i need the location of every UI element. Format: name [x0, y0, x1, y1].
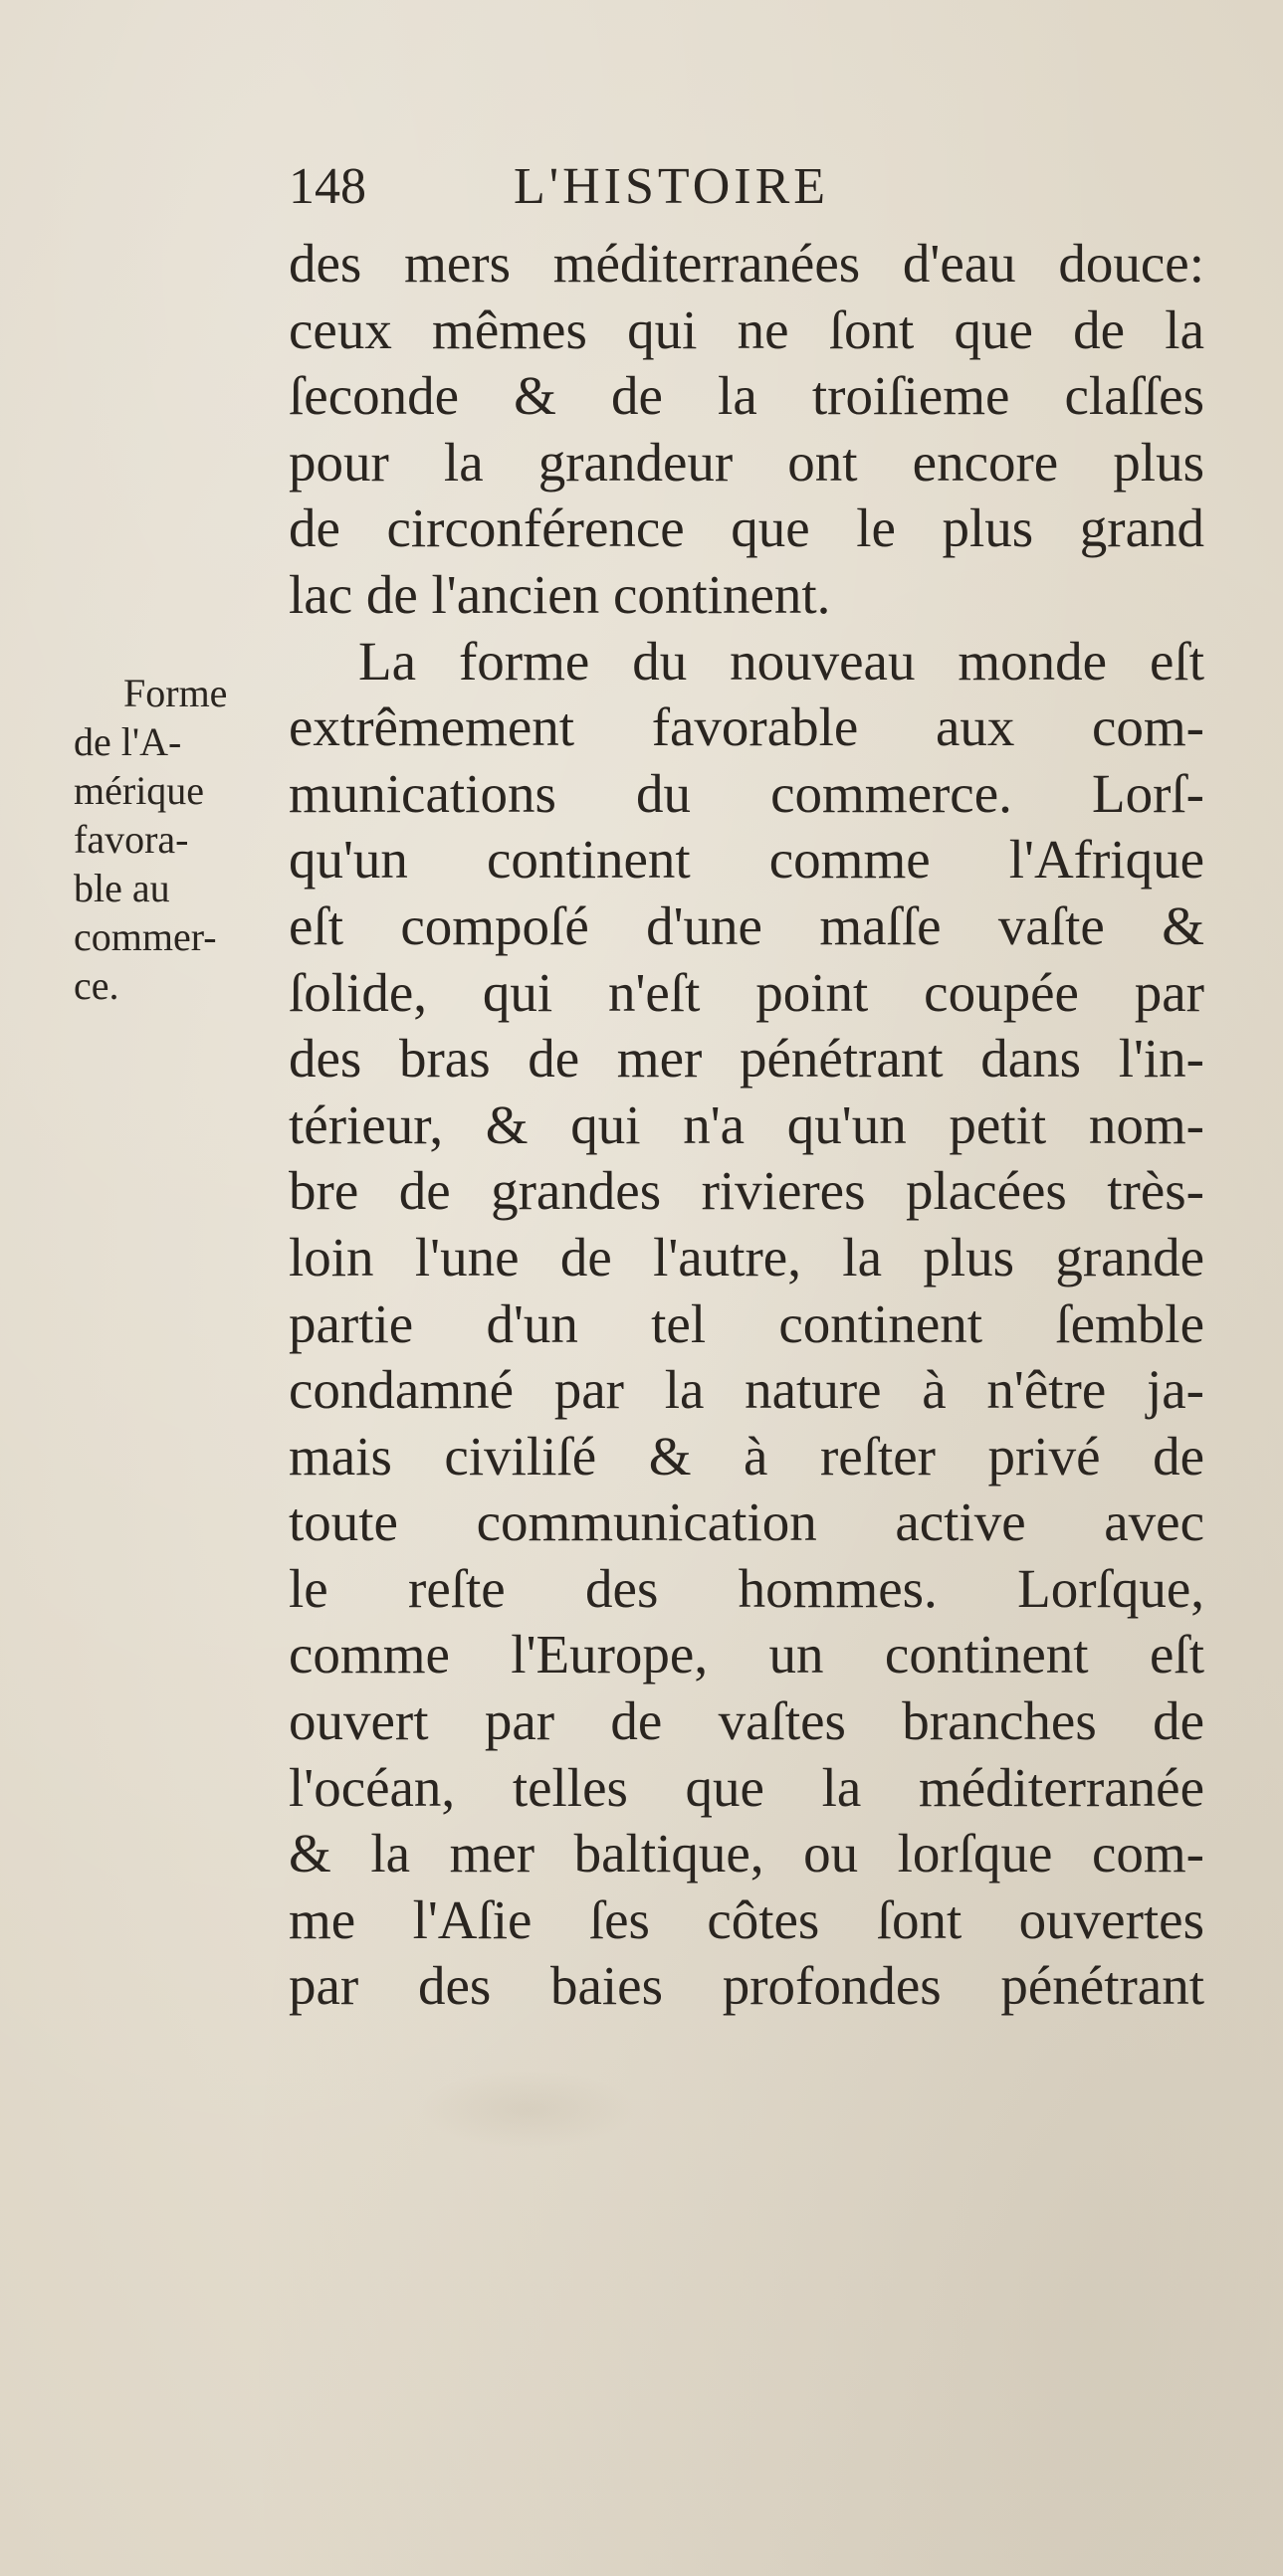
- text-line: de circonférence que le plus grand: [289, 497, 1204, 559]
- text-line: lac de l'ancien continent.: [289, 563, 831, 625]
- text-line: extrêmement favorable aux com-: [289, 696, 1204, 758]
- text-line: eſt compoſé d'une maſſe vaſte &: [289, 894, 1204, 956]
- marginal-note-line: commer-: [74, 914, 217, 959]
- text-line: térieur, & qui n'a qu'un petit nom-: [289, 1093, 1204, 1155]
- marginal-note-line: mérique: [74, 768, 205, 813]
- text-line: bre de grandes rivieres placées très-: [289, 1160, 1204, 1222]
- running-head: L'HISTOIRE: [514, 158, 830, 215]
- text-line: par des baies profondes pénétrant: [289, 1955, 1204, 2017]
- text-line: comme l'Europe, un continent eſt: [289, 1624, 1204, 1685]
- text-line: qu'un continent comme l'Afrique: [289, 829, 1204, 891]
- text-line: ſeconde & de la troiſieme claſſes: [289, 365, 1204, 427]
- text-line: ouvert par de vaſtes branches de: [289, 1690, 1204, 1752]
- text-line: loin l'une de l'autre, la plus grande: [289, 1226, 1204, 1288]
- marginal-note-line: ce.: [74, 963, 119, 1008]
- marginal-note-line: favora-: [74, 817, 189, 862]
- paper-stain: [418, 2070, 637, 2149]
- text-line: ceux mêmes qui ne ſont que de la: [289, 298, 1204, 360]
- text-line: l'océan, telles que la méditerranée: [289, 1756, 1204, 1818]
- text-line: des mers méditerranées d'eau douce:: [289, 233, 1204, 294]
- text-line: La forme du nouveau monde eſt: [358, 630, 1204, 692]
- text-line: & la mer baltique, ou lorſque com-: [289, 1823, 1204, 1884]
- body-text: [289, 231, 1204, 2020]
- text-line: pour la grandeur ont encore plus: [289, 431, 1204, 493]
- text-line: toute communication active avec: [289, 1491, 1204, 1553]
- text-line: ſolide, qui n'eſt point coupée par: [289, 961, 1204, 1023]
- text-line: des bras de mer pénétrant dans l'in-: [289, 1028, 1204, 1090]
- text-line: mais civiliſé & à reſter privé de: [289, 1425, 1204, 1486]
- marginal-note-line: Forme: [123, 671, 228, 715]
- text-line: munications du commerce. Lorſ-: [289, 762, 1204, 824]
- text-line: le reſte des hommes. Lorſque,: [289, 1557, 1204, 1619]
- text-line: partie d'un tel continent ſemble: [289, 1292, 1204, 1354]
- page-number: 148: [289, 158, 366, 215]
- text-line: condamné par la nature à n'être ja-: [289, 1359, 1204, 1421]
- marginal-note-line: de l'A-: [74, 719, 182, 764]
- marginal-note-line: ble au: [74, 866, 170, 910]
- marginal-note: [74, 669, 293, 1010]
- page-header: [289, 157, 926, 217]
- text-line: me l'Aſie ſes côtes ſont ouvertes: [289, 1888, 1204, 1950]
